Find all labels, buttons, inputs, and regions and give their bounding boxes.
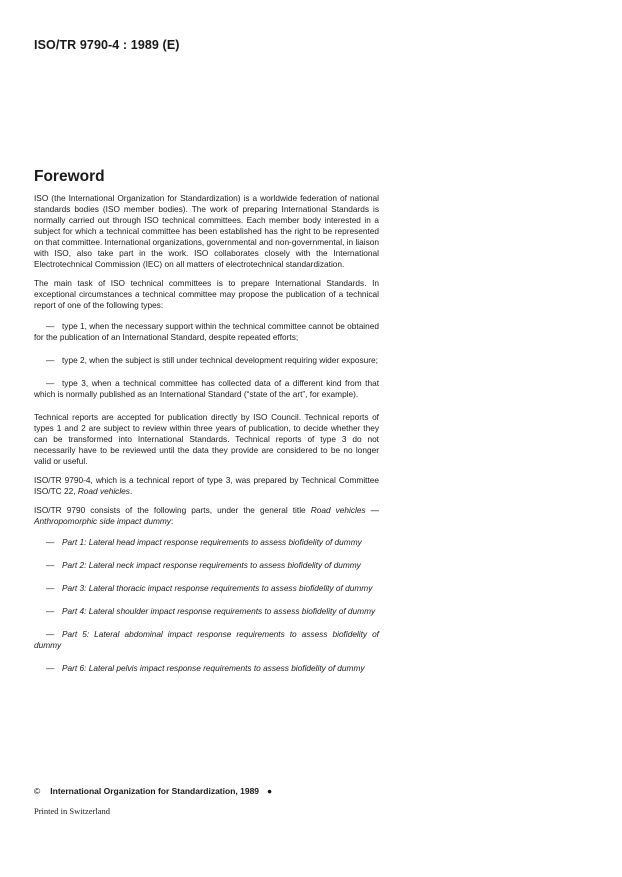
copyright-icon: © <box>34 786 41 796</box>
list-item-text: type 3, when a technical committee has collected data of a different kind from that which is normally published as an International Standard (“state of the art”, for example). <box>34 378 379 399</box>
part-title: Part 2: Lateral neck impact response requirements to assess biofidelity of dummy <box>62 560 361 570</box>
dash-marker: — <box>46 629 55 639</box>
part-title: Part 4: Lateral shoulder impact response requirements to assess biofidelity of dummy <box>62 606 376 616</box>
dash-marker: — <box>46 663 55 673</box>
list-item-part-1 <box>34 537 379 548</box>
dash-marker: — <box>46 606 55 616</box>
paragraph-parts-intro <box>34 505 379 527</box>
dash-marker: — <box>46 378 55 388</box>
part-title: Part 3: Lateral thoracic impact response requirements to assess biofidelity of dummy <box>62 583 373 593</box>
paragraph-prepared-by <box>34 475 379 497</box>
dash-marker: — <box>46 560 55 570</box>
part-title: Part 5: Lateral abdominal impact response requirements to assess biofidelity of dummy <box>34 629 379 650</box>
part-title: Part 1: Lateral head impact response requirements to assess biofidelity of dummy <box>62 537 362 547</box>
list-item-text: type 1, when the necessary support within the technical committee cannot be obtained for the publication of an International Standard, despite repeated efforts; <box>34 321 379 342</box>
list-item-part-5 <box>34 629 379 651</box>
section-title: Foreword <box>34 168 105 185</box>
list-item-text: type 2, when the subject is still under technical development requiring wider exposure; <box>62 355 378 365</box>
paragraph-iso-intro: ISO (the International Organization for Standardization) is a worldwide federation of national standards bodies (ISO member bodies). The work of preparing International Standards is normally carried out through ISO technical committees. Each member body interested in a subject for which a technical committee has been established has the right to be represented on that committee. International organizations, governmental and non-governmental, in liaison with ISO, also take part in the work. ISO collaborates closely with the International Electrotechnical Commission (IEC) on all matters of electrotechnical standardization. <box>34 193 379 269</box>
parts-intro-text: ISO/TR 9790 consists of the following parts, under the general title <box>34 505 306 515</box>
punctuation: : <box>170 516 174 526</box>
list-item-part-2 <box>34 560 379 571</box>
foreword-body <box>34 193 379 686</box>
prepared-by-text: ISO/TR 9790-4, which is a technical report of type 3, was prepared by Technical Committee ISO/TC 22, <box>34 475 379 496</box>
list-item-part-3 <box>34 583 379 594</box>
copyright-text: International Organization for Standardization, 1989 <box>50 786 260 796</box>
list-item-type-1 <box>34 321 379 343</box>
punctuation: . <box>129 486 133 496</box>
list-item-part-4 <box>34 606 379 617</box>
dash-marker: — <box>46 355 55 365</box>
copyright-notice <box>34 786 272 796</box>
printed-in: Printed in Switzerland <box>34 806 111 816</box>
document-id: ISO/TR 9790-4 : 1989 (E) <box>34 38 180 52</box>
bullet-icon: ● <box>267 786 273 796</box>
dash-marker: — <box>46 583 55 593</box>
general-title: Road vehicles — Anthropomorphic side impact dummy <box>34 505 380 526</box>
paragraph-technical-reports: Technical reports are accepted for publication directly by ISO Council. Technical reports of types 1 and 2 are subject to review within three years of publication, to decide whether they can be transformed into International Standards. Technical reports of type 3 do not necessarily have to be reviewed until the data they provide are considered to be no longer valid or useful. <box>34 412 379 466</box>
part-title: Part 6: Lateral pelvis impact response requirements to assess biofidelity of dummy <box>62 663 365 673</box>
committee-title: Road vehicles <box>77 486 130 496</box>
list-item-part-6 <box>34 663 379 674</box>
dash-marker: — <box>46 321 55 331</box>
list-item-type-3 <box>34 378 379 400</box>
dash-marker: — <box>46 537 55 547</box>
paragraph-main-task: The main task of ISO technical committees is to prepare International Standards. In exceptional circumstances a technical committee may propose the publication of a technical report of one of the following types: <box>34 278 379 310</box>
list-item-type-2 <box>34 355 379 366</box>
